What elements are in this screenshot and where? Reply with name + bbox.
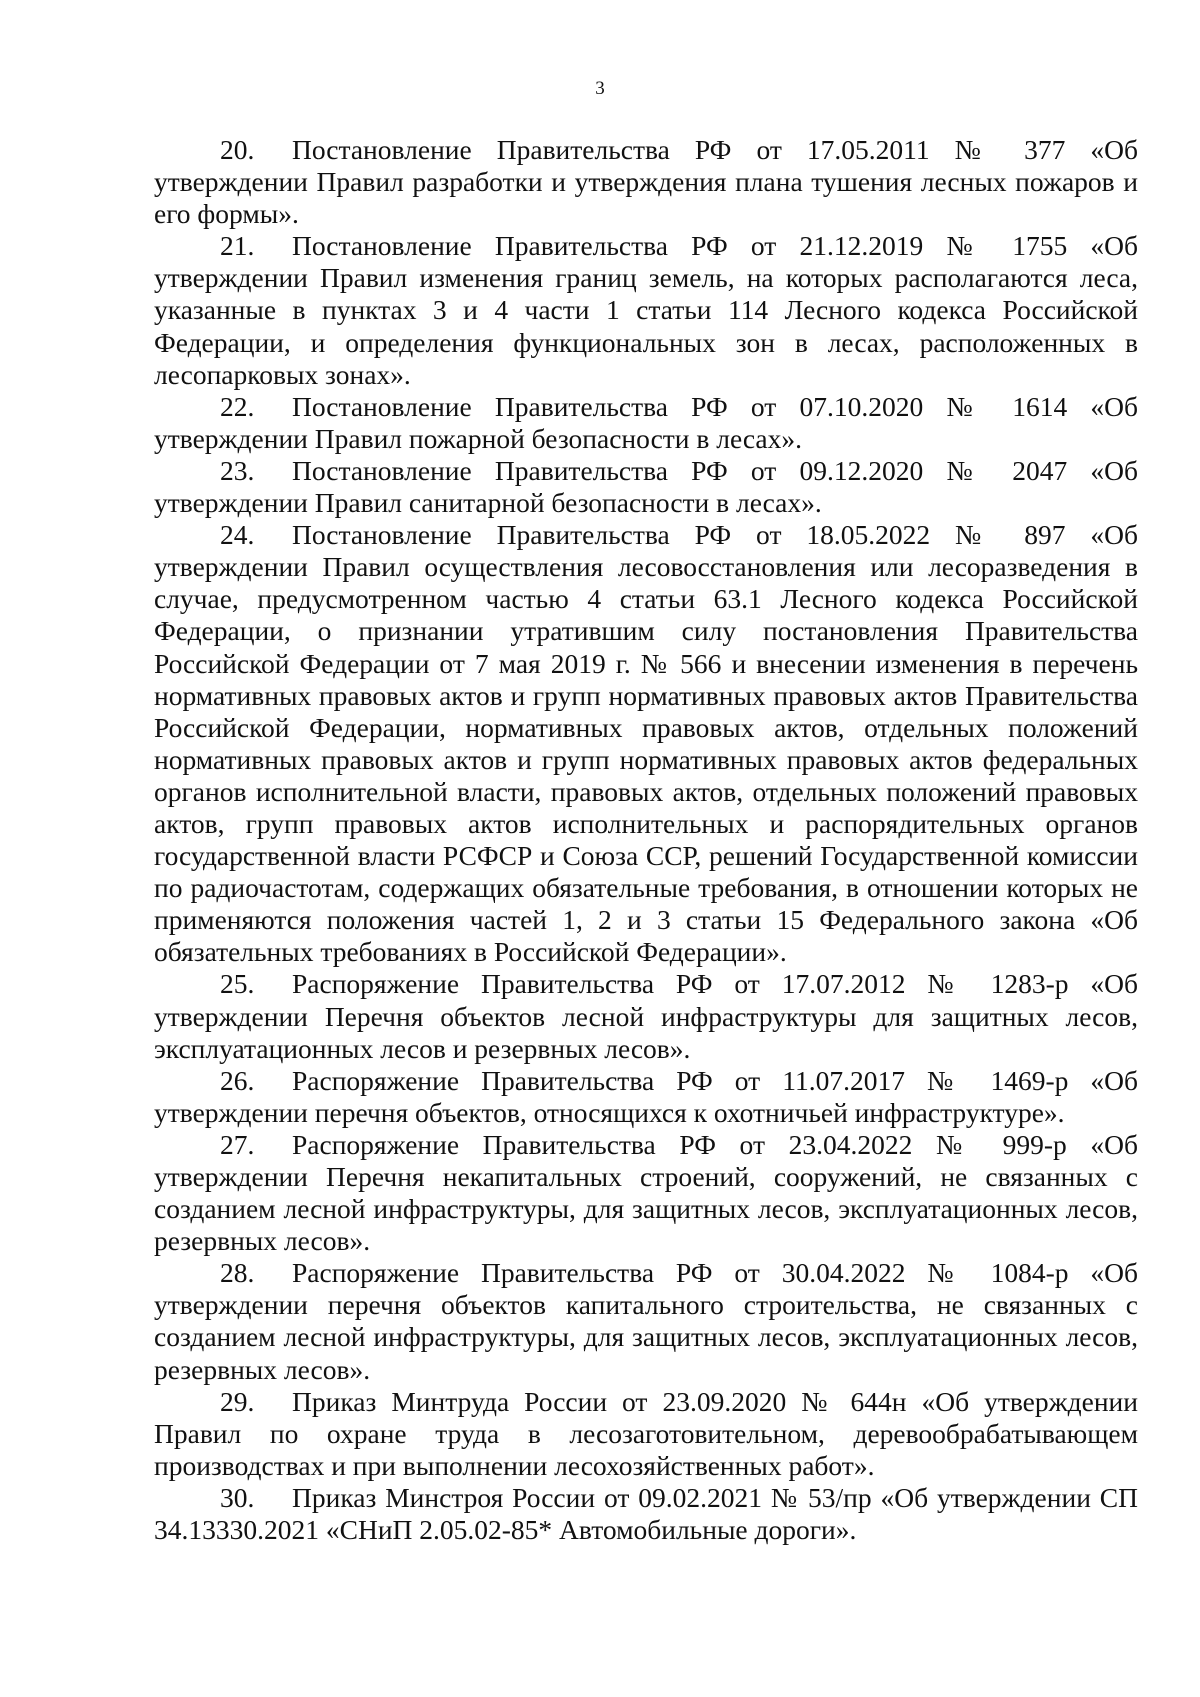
item-text: Постановление Правительства РФ от 07.10.2020 № 1614 «Об утверждении Правил пожарной безопасности в лесах». xyxy=(154,390,1138,454)
item-number: 26. xyxy=(220,1064,255,1096)
item-number: 28. xyxy=(220,1257,255,1289)
item-text: Распоряжение Правительства РФ от 17.07.2012 № 1283-р «Об утверждении Перечня объектов лесной инфраструктуры для защитных лесов, эксплуатационных лесов и резервных лесов». xyxy=(154,968,1138,1064)
item-text: Распоряжение Правительства РФ от 23.04.2022 № 999-р «Об утверждении Перечня некапитальных строений, сооружений, не связанных с созданием лесной инфраструктуры, для защитных лесов, эксплуатационных лесов, резервных лесов». xyxy=(154,1128,1138,1257)
item-number: 25. xyxy=(220,968,255,1000)
item-text: Постановление Правительства РФ от 21.12.2019 № 1755 «Об утверждении Правил изменения границ земель, на которых располагаются леса, указанные в пунктах 3 и 4 части 1 статьи 114 Лесного кодекса Российской Федерации, и определения функциональных зон в лесах, расположенных в лесопарковых зонах». xyxy=(154,230,1138,390)
page-number: 3 xyxy=(595,78,605,99)
list-item xyxy=(154,1257,1138,1385)
list-item xyxy=(154,230,1138,390)
item-text: Приказ Минтруда России от 23.09.2020 № 644н «Об утверждении Правил по охране труда в лесозаготовительном, деревообрабатывающем производствах и при выполнении лесохозяйственных работ». xyxy=(154,1385,1138,1481)
list-item xyxy=(154,1129,1138,1257)
item-number: 22. xyxy=(220,390,255,422)
item-text: Распоряжение Правительства РФ от 11.07.2017 № 1469-р «Об утверждении перечня объектов, относящихся к охотничьей инфраструктуре». xyxy=(154,1064,1138,1128)
item-number: 20. xyxy=(220,134,255,165)
item-text: Постановление Правительства РФ от 18.05.2022 № 897 «Об утверждении Правил осуществления лесовосстановления или лесоразведения в случае, предусмотренном частью 4 статьи 63.1 Лесного кодекса Российской Федерации, о признании утратившим силу постановления Правительства Российской Федерации от 7 мая 2019 г. № 566 и внесении изменения в перечень нормативных правовых актов и групп нормативных правовых актов Правительства Российской Федерации, нормативных правовых актов, отдельных положений нормативных правовых актов и групп нормативных правовых актов федеральных органов исполнительной власти, правовых актов, отдельных положений правовых актов, групп правовых актов исполнительных и распорядительных органов государственной власти РСФСР и Союза ССР, решений Государственной комиссии по радиочастотам, содержащих обязательные требования, в отношении которых не применяются положения частей 1, 2 и 3 статьи 15 Федерального закона «Об обязательных требованиях в Российской Федерации». xyxy=(154,519,1138,968)
item-text: Постановление Правительства РФ от 09.12.2020 № 2047 «Об утверждении Правил санитарной безопасности в лесах». xyxy=(154,454,1138,519)
item-number: 29. xyxy=(220,1385,255,1417)
document-body xyxy=(154,134,1138,1546)
list-item xyxy=(154,134,1138,230)
list-item xyxy=(154,1482,1138,1546)
item-number: 27. xyxy=(220,1128,255,1160)
list-item xyxy=(154,455,1138,519)
item-number: 24. xyxy=(220,519,255,551)
list-item xyxy=(154,1065,1138,1129)
list-item xyxy=(154,1386,1138,1482)
item-number: 21. xyxy=(220,230,255,262)
item-text: Приказ Минстроя России от 09.02.2021 № 53/пр «Об утверждении СП 34.13330.2021 «СНиП 2.05.02-85* Автомобильные дороги». xyxy=(154,1481,1138,1546)
item-text: Постановление Правительства РФ от 17.05.2011 № 377 «Об утверждении Правил разработки и утверждения плана тушения лесных пожаров и его формы». xyxy=(154,134,1138,230)
item-number: 30. xyxy=(220,1481,255,1513)
list-item xyxy=(154,519,1138,968)
list-item xyxy=(154,968,1138,1064)
item-number: 23. xyxy=(220,454,255,486)
list-item xyxy=(154,391,1138,455)
item-text: Распоряжение Правительства РФ от 30.04.2022 № 1084-р «Об утверждении перечня объектов капитального строительства, не связанных с созданием лесной инфраструктуры, для защитных лесов, эксплуатационных лесов, резервных лесов». xyxy=(154,1257,1138,1385)
